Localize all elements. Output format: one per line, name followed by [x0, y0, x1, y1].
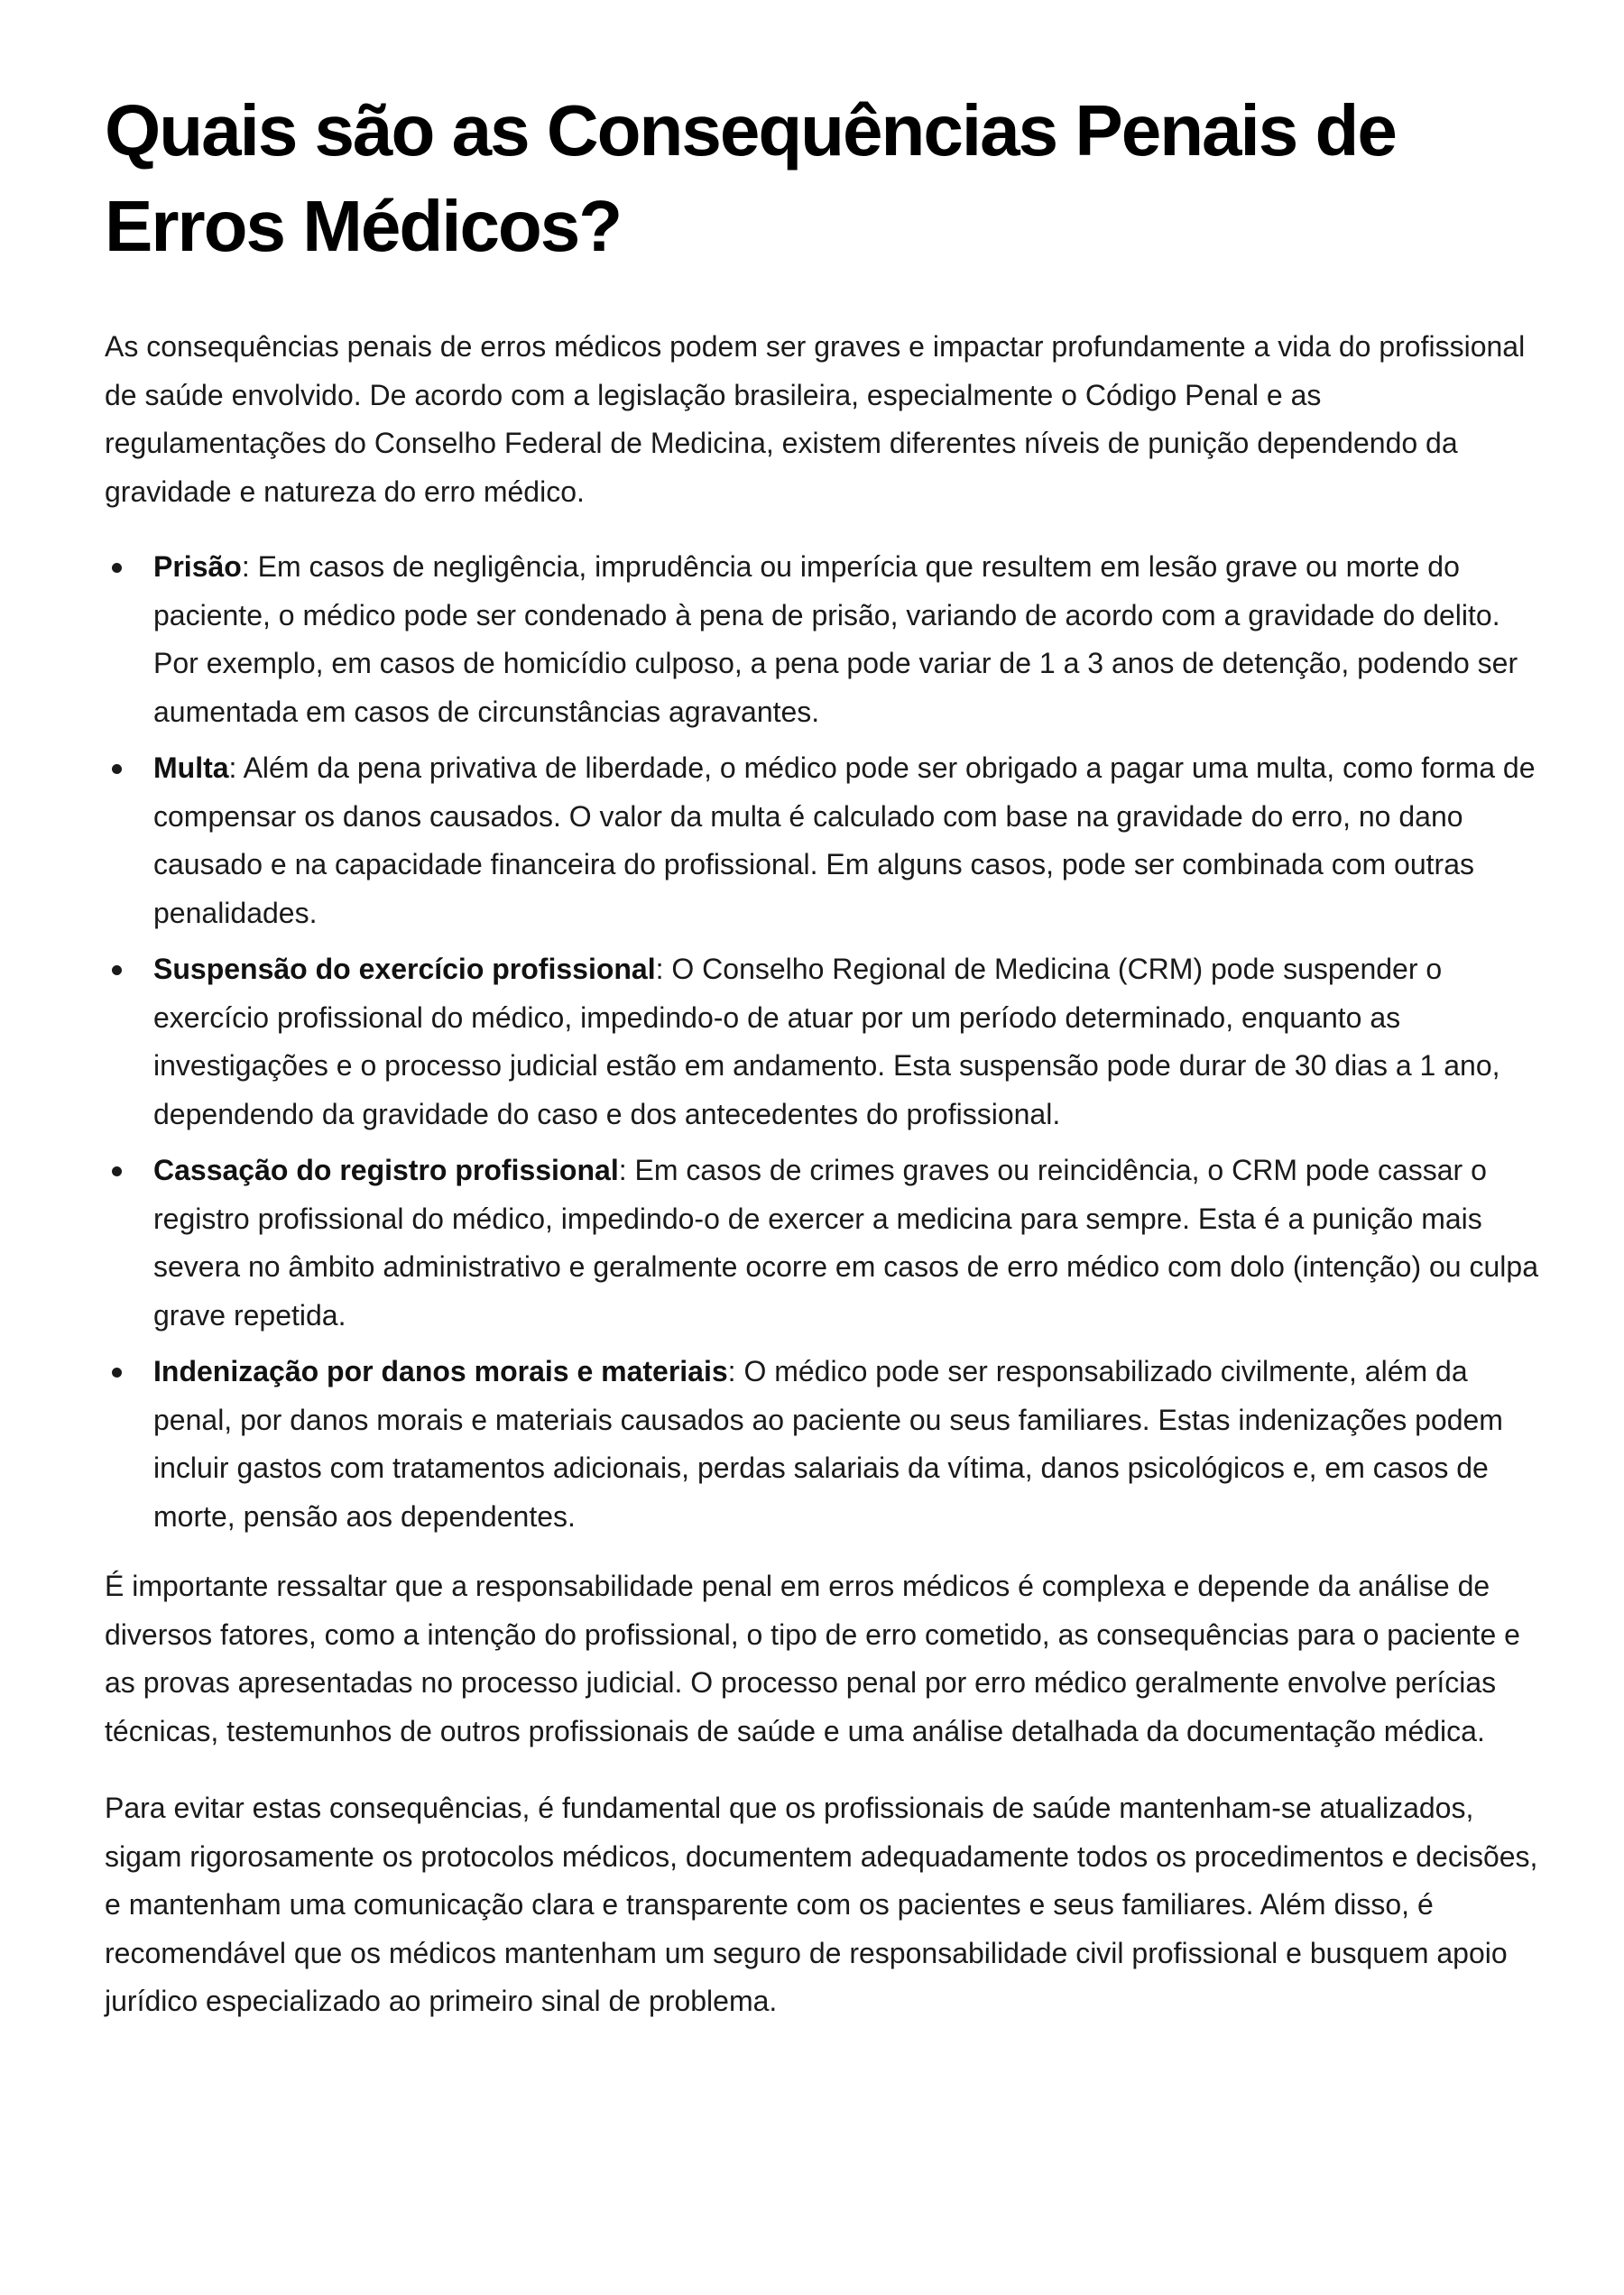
- list-item-cassacao: [105, 1147, 1539, 1340]
- list-item-indenizacao: [105, 1348, 1539, 1541]
- list-item-term: Multa: [153, 751, 229, 784]
- list-item-term: Indenização por danos morais e materiais: [153, 1355, 728, 1387]
- intro-paragraph: As consequências penais de erros médicos podem ser graves e impactar profundamente a vida do profissional de saúde envolvido. De acordo com a legislação brasileira, especialmente o Código Penal e as regulamentações do Conselho Federal de Medicina, existem diferentes níveis de punição dependendo da gravidade e natureza do erro médico.: [105, 330, 1526, 508]
- list-item-term: Prisão: [153, 550, 242, 583]
- list-item-text: : Além da pena privativa de liberdade, o médico pode ser obrigado a pagar uma multa, como forma de compensar os danos causados. O valor da multa é calculado com base na gravidade do erro, no dano causado e na capacidade financeira do profissional. Em alguns casos, pode ser combinada com outras penalidades.: [153, 751, 1536, 929]
- bullet-icon: [112, 764, 122, 774]
- list-item-text: : Em casos de negligência, imprudência ou imperícia que resultem em lesão grave ou morte do paciente, o médico pode ser condenado à pena de prisão, variando de acordo com a gravidade do delito. Por exemplo, em casos de homicídio culposo, a pena pode variar de 1 a 3 anos de detenção, podendo ser aumentada em casos de circunstâncias agravantes.: [153, 550, 1518, 728]
- list-item-text: : Em casos de crimes graves ou reincidência, o CRM pode cassar o registro profissional do médico, impedindo-o de exercer a medicina para sempre. Esta é a punição mais severa no âmbito administrativo e geralmente ocorre em casos de erro médico com dolo (intenção) ou culpa grave repetida.: [153, 1154, 1538, 1332]
- list-item-prisao: [105, 543, 1539, 736]
- document-page: [105, 83, 1539, 2026]
- analysis-paragraph: É importante ressaltar que a responsabilidade penal em erros médicos é complexa e depende da análise de diversos fatores, como a intenção do profissional, o tipo de erro cometido, as consequências para o paciente e as provas apresentadas no processo judicial. O processo penal por erro médico geralmente envolve perícias técnicas, testemunhos de outros profissionais de saúde e uma análise detalhada da documentação médica.: [105, 1570, 1520, 1747]
- consequences-list: [105, 543, 1539, 1541]
- list-item-multa: [105, 744, 1539, 937]
- bullet-icon: [112, 563, 122, 573]
- bullet-icon: [112, 1166, 122, 1176]
- list-item-suspensao: [105, 945, 1539, 1138]
- closing-paragraph: Para evitar estas consequências, é fundamental que os profissionais de saúde mantenham-se atualizados, sigam rigorosamente os protocolos médicos, documentem adequadamente todos os procedimentos e decisões, e mantenham uma comunicação clara e transparente com os pacientes e seus familiares. Além disso, é recomendável que os médicos mantenham um seguro de responsabilidade civil profissional e busquem apoio jurídico especializado ao primeiro sinal de problema.: [105, 1792, 1538, 2017]
- list-item-term: Suspensão do exercício profissional: [153, 953, 656, 985]
- page-title: Quais são as Consequências Penais de Erros Médicos?: [105, 90, 1396, 266]
- bullet-icon: [112, 965, 122, 975]
- bullet-icon: [112, 1368, 122, 1378]
- list-item-text: : O médico pode ser responsabilizado civilmente, além da penal, por danos morais e materiais causados ao paciente ou seus familiares. Estas indenizações podem incluir gastos com tratamentos adicionais, perdas salariais da vítima, danos psicológicos e, em casos de morte, pensão aos dependentes.: [153, 1355, 1503, 1533]
- list-item-term: Cassação do registro profissional: [153, 1154, 619, 1186]
- list-item-text: : O Conselho Regional de Medicina (CRM) pode suspender o exercício profissional do médico, impedindo-o de atuar por um período determinado, enquanto as investigações e o processo judicial estão em andamento. Esta suspensão pode durar de 30 dias a 1 ano, dependendo da gravidade do caso e dos antecedentes do profissional.: [153, 953, 1500, 1130]
